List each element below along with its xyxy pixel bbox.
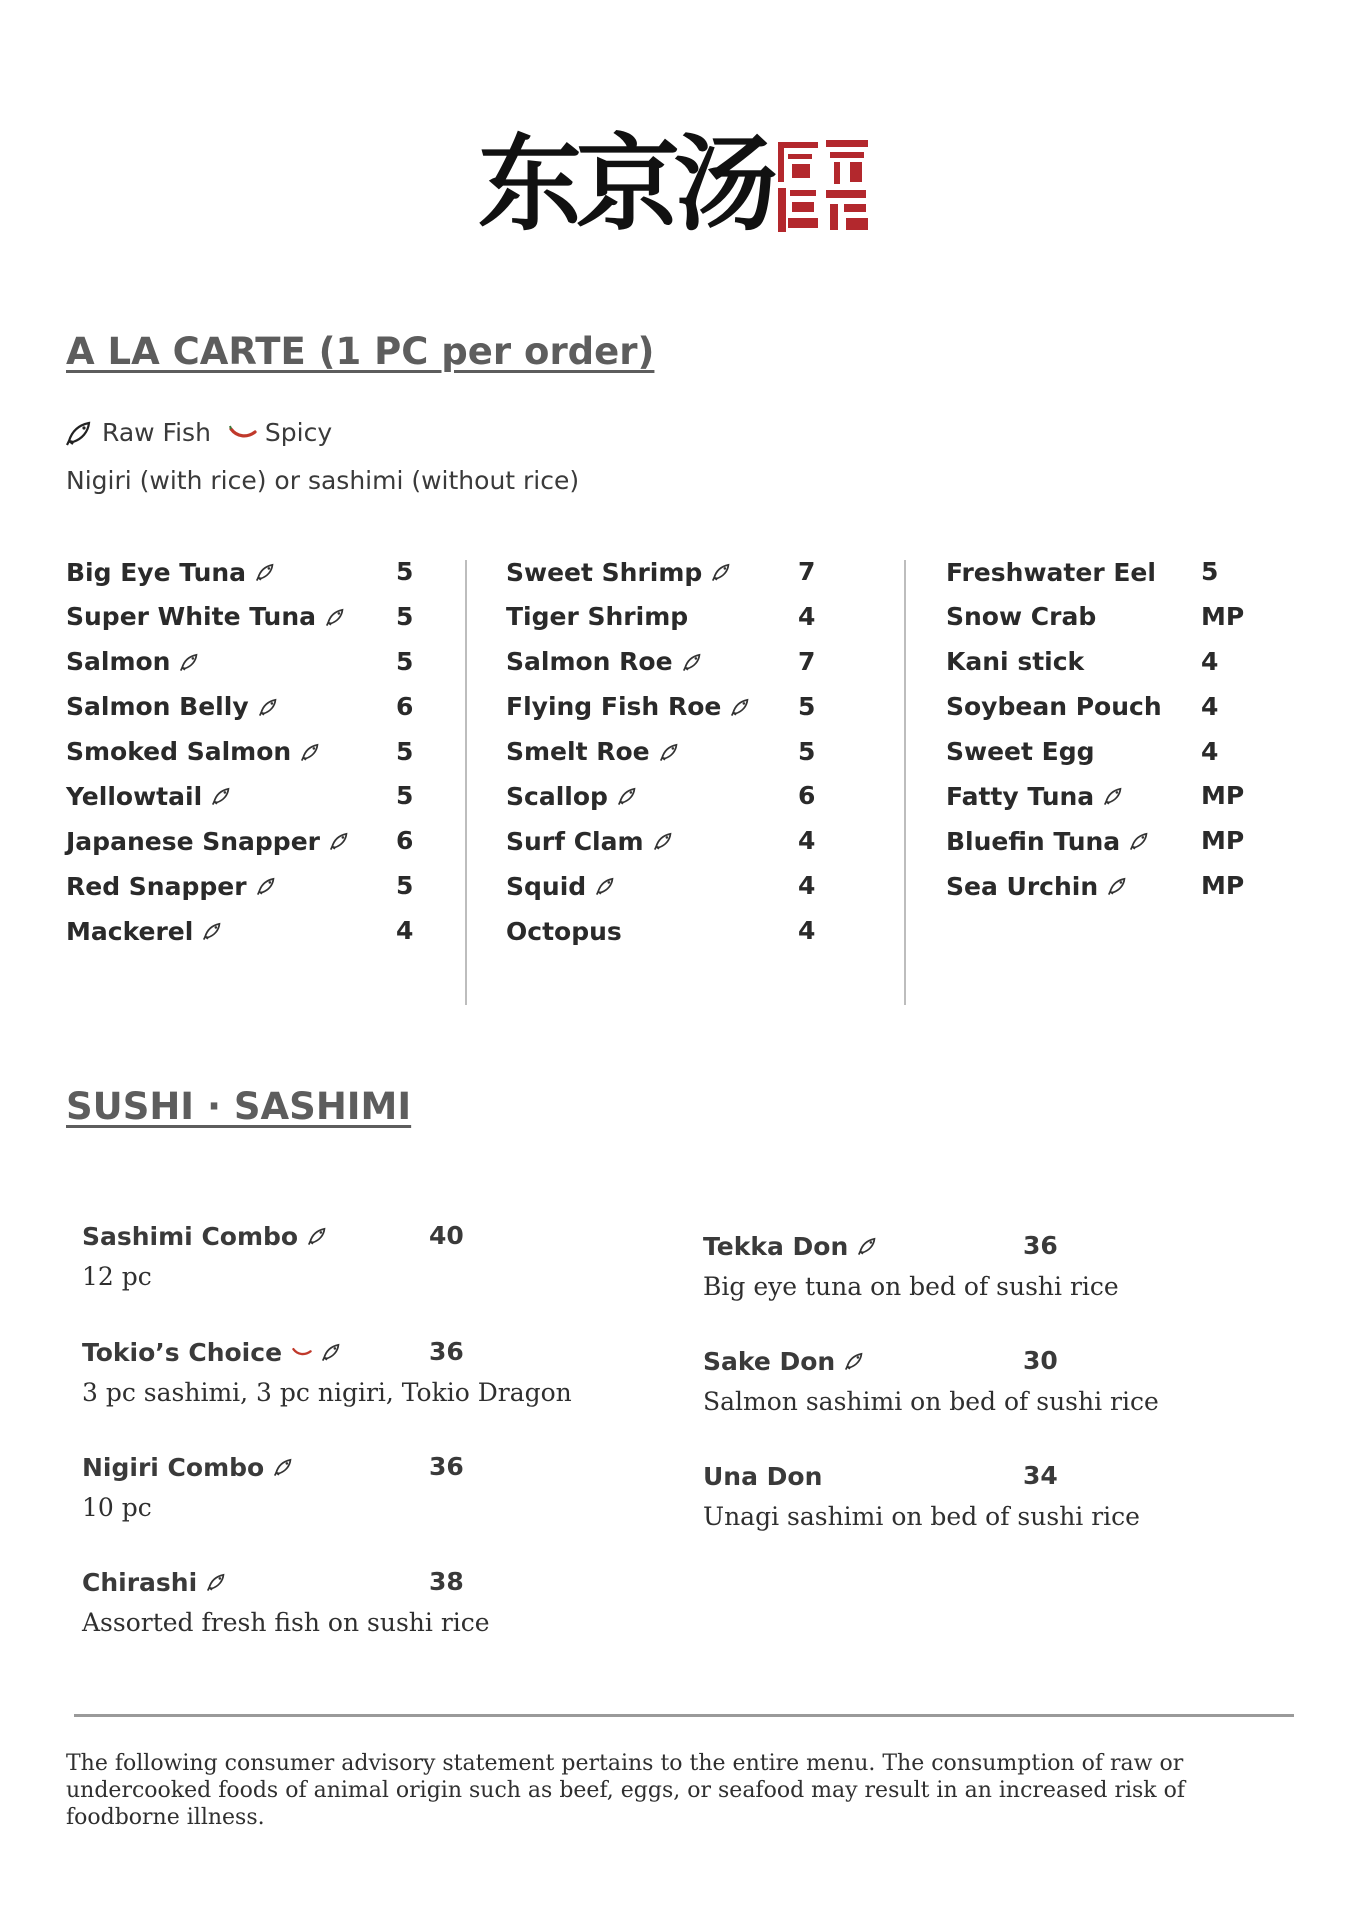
sushi-sashimi-title: SUSHI · SASHIMI xyxy=(66,1085,412,1128)
menu-item-label: Big Eye Tuna xyxy=(66,557,247,587)
menu-item-price: 5 xyxy=(396,557,414,586)
menu-item-name xyxy=(946,692,1162,722)
menu-item-price: MP xyxy=(1201,871,1245,901)
chili-pepper-icon xyxy=(229,425,257,441)
menu-column-1 xyxy=(66,557,416,961)
menu-item xyxy=(506,602,826,647)
menu-item-name xyxy=(506,692,751,722)
combo-item-header xyxy=(703,1230,1119,1262)
fish-icon xyxy=(683,652,703,672)
menu-item-name xyxy=(946,871,1128,901)
combo-item xyxy=(82,1566,490,1637)
menu-item-price: 5 xyxy=(798,736,816,766)
menu-item-label: Yellowtail xyxy=(66,781,203,811)
combo-item xyxy=(82,1220,464,1291)
combo-item xyxy=(703,1230,1119,1301)
menu-item-name xyxy=(506,602,688,632)
menu-item-price: 6 xyxy=(798,781,816,811)
menu-item xyxy=(946,647,1266,692)
menu-item-price: MP xyxy=(1201,826,1245,856)
menu-item xyxy=(946,557,1266,602)
column-divider xyxy=(904,560,906,1005)
menu-item-label: Squid xyxy=(506,871,587,901)
combo-item-description: 12 pc xyxy=(82,1262,152,1291)
combo-item-price: 40 xyxy=(429,1221,464,1250)
menu-item-label: Super White Tuna xyxy=(66,602,317,632)
menu-item-price: 5 xyxy=(396,736,414,766)
menu-item-name xyxy=(506,916,622,946)
menu-item-label: Octopus xyxy=(506,916,622,946)
menu-item xyxy=(946,737,1266,782)
menu-item-name xyxy=(946,737,1095,767)
menu-item-label: Fatty Tuna xyxy=(946,781,1095,811)
menu-item-price: 4 xyxy=(798,601,816,631)
combo-item xyxy=(703,1345,1159,1416)
menu-item-label: Scallop xyxy=(506,781,608,811)
menu-item-label: Sweet Egg xyxy=(946,737,1095,767)
fish-icon xyxy=(1130,831,1150,851)
fish-icon xyxy=(256,562,276,582)
menu-item-price: 4 xyxy=(1201,646,1219,676)
menu-column-3 xyxy=(946,557,1266,916)
fish-icon xyxy=(660,742,680,762)
combo-item-name xyxy=(703,1345,865,1377)
fish-icon xyxy=(322,1342,342,1362)
menu-item-price: 4 xyxy=(1201,691,1219,721)
menu-item-label: Snow Crab xyxy=(946,602,1097,632)
fish-icon xyxy=(1108,876,1128,896)
menu-item-price: 4 xyxy=(798,826,816,856)
combo-item-header xyxy=(82,1220,464,1252)
menu-item xyxy=(66,737,416,782)
menu-item xyxy=(506,557,826,602)
fish-icon xyxy=(257,876,277,896)
fish-icon xyxy=(180,652,200,672)
menu-item-name xyxy=(66,557,276,587)
menu-item xyxy=(946,692,1266,737)
chili-pepper-icon xyxy=(292,1346,312,1358)
fish-icon xyxy=(207,1572,227,1592)
combo-item-description: Assorted fresh fish on sushi rice xyxy=(82,1608,490,1637)
fish-icon xyxy=(203,921,223,941)
fish-icon xyxy=(712,562,732,582)
menu-item-price: 5 xyxy=(396,871,414,901)
menu-item-label: Flying Fish Roe xyxy=(506,692,722,722)
fish-icon xyxy=(596,876,616,896)
menu-item xyxy=(946,781,1266,826)
legend-raw-fish xyxy=(66,418,211,447)
combo-item-header xyxy=(82,1451,464,1483)
menu-item-label: Salmon xyxy=(66,647,171,677)
fish-icon xyxy=(1104,786,1124,806)
restaurant-logo xyxy=(478,118,878,250)
menu-item-price: 5 xyxy=(1201,557,1219,586)
menu-item-label: Freshwater Eel xyxy=(946,557,1156,587)
menu-item xyxy=(946,871,1266,916)
combo-item-name xyxy=(82,1220,328,1252)
menu-item-name xyxy=(506,737,680,767)
combo-item-price: 30 xyxy=(1023,1346,1058,1375)
menu-item-label: Red Snapper xyxy=(66,871,247,901)
menu-item-price: 6 xyxy=(396,691,414,721)
combo-item-description: Unagi sashimi on bed of sushi rice xyxy=(703,1502,1140,1531)
menu-item xyxy=(66,781,416,826)
combo-item-label: Nigiri Combo xyxy=(82,1452,265,1482)
menu-item-price: 5 xyxy=(396,781,414,811)
menu-item-price: 4 xyxy=(396,916,414,946)
combo-item-name xyxy=(82,1566,227,1598)
combo-item-header xyxy=(703,1345,1159,1377)
menu-item-name xyxy=(946,602,1096,632)
combo-item-description: Big eye tuna on bed of sushi rice xyxy=(703,1272,1119,1301)
fish-icon xyxy=(845,1351,865,1371)
a-la-carte-subtitle: Nigiri (with rice) or sashimi (without rice) xyxy=(66,466,580,495)
icon-legend xyxy=(66,418,350,447)
menu-item xyxy=(66,602,416,647)
legend-raw-fish-label: Raw Fish xyxy=(102,418,211,447)
menu-item-name xyxy=(66,781,232,811)
legend-spicy xyxy=(229,418,332,447)
combo-item-name xyxy=(703,1460,822,1492)
menu-item-price: MP xyxy=(1201,781,1245,811)
fish-icon xyxy=(731,697,751,717)
menu-item-name xyxy=(66,647,200,677)
menu-item-name xyxy=(66,826,350,856)
menu-item-price: 7 xyxy=(798,646,816,676)
menu-item xyxy=(66,692,416,737)
menu-item-label: Bluefin Tuna xyxy=(946,826,1121,856)
menu-item-name xyxy=(66,916,223,946)
menu-item-price: 5 xyxy=(396,601,414,631)
legend-spicy-label: Spicy xyxy=(264,418,333,447)
menu-item-name xyxy=(946,781,1124,811)
combo-item-price: 38 xyxy=(429,1567,464,1596)
combo-item xyxy=(82,1451,464,1522)
menu-item xyxy=(66,647,416,692)
menu-item xyxy=(66,826,416,871)
combo-item-price: 34 xyxy=(1023,1461,1058,1490)
fish-icon xyxy=(308,1226,328,1246)
menu-item-name xyxy=(66,602,346,632)
fish-icon xyxy=(326,607,346,627)
combo-item xyxy=(703,1460,1140,1531)
menu-item xyxy=(506,781,826,826)
combo-item xyxy=(82,1336,572,1407)
menu-item-price: 5 xyxy=(396,646,414,676)
menu-item-price: 4 xyxy=(798,916,816,946)
menu-item-label: Tiger Shrimp xyxy=(506,602,689,632)
combo-item-header xyxy=(82,1566,490,1598)
combo-item-label: Sake Don xyxy=(703,1346,836,1376)
combo-item-name xyxy=(82,1451,294,1483)
footer-divider xyxy=(74,1714,1294,1717)
menu-item xyxy=(506,916,826,961)
menu-item-label: Salmon Belly xyxy=(66,692,249,722)
menu-item xyxy=(66,916,416,961)
combo-item-label: Tokio’s Choice xyxy=(82,1337,283,1367)
combo-item-label: Chirashi xyxy=(82,1567,198,1597)
menu-item-price: MP xyxy=(1201,601,1245,631)
menu-item-price: 6 xyxy=(396,826,414,856)
combo-item-price: 36 xyxy=(1023,1231,1058,1260)
menu-item xyxy=(506,826,826,871)
menu-item-name xyxy=(946,557,1156,587)
fish-icon xyxy=(654,831,674,851)
menu-item-name xyxy=(66,871,277,901)
menu-item xyxy=(506,692,826,737)
fish-icon xyxy=(330,831,350,851)
menu-item-name xyxy=(506,557,732,587)
combo-item-header xyxy=(703,1460,1140,1492)
menu-item-price: 7 xyxy=(798,557,816,586)
menu-item xyxy=(66,871,416,916)
combo-item-label: Una Don xyxy=(703,1461,823,1491)
combo-item-description: 3 pc sashimi, 3 pc nigiri, Tokio Dragon xyxy=(82,1378,572,1407)
fish-icon xyxy=(274,1457,294,1477)
menu-item-label: Smoked Salmon xyxy=(66,737,292,767)
menu-column-2 xyxy=(506,557,826,961)
menu-item xyxy=(506,737,826,782)
menu-item-name xyxy=(506,781,638,811)
logo-brand-name: 东京汤 xyxy=(478,122,773,245)
menu-item-price: 4 xyxy=(798,871,816,901)
combo-item-name xyxy=(82,1336,342,1368)
menu-item-price: 5 xyxy=(798,691,816,721)
combo-item-price: 36 xyxy=(429,1452,464,1481)
menu-item-label: Sea Urchin xyxy=(946,871,1099,901)
combo-item-header xyxy=(82,1336,572,1368)
menu-item-label: Soybean Pouch xyxy=(946,692,1162,722)
menu-item-name xyxy=(506,647,703,677)
menu-item-label: Salmon Roe xyxy=(506,647,673,677)
combo-item-price: 36 xyxy=(429,1337,464,1366)
fish-icon xyxy=(259,697,279,717)
combo-item-description: 10 pc xyxy=(82,1493,152,1522)
combo-item-label: Tekka Don xyxy=(703,1231,849,1261)
fish-icon xyxy=(66,420,94,446)
menu-item-label: Kani stick xyxy=(946,647,1085,677)
fish-icon xyxy=(301,742,321,762)
menu-item xyxy=(946,602,1266,647)
menu-item-label: Mackerel xyxy=(66,916,194,946)
combo-item-description: Salmon sashimi on bed of sushi rice xyxy=(703,1387,1159,1416)
fish-icon xyxy=(618,786,638,806)
menu-item xyxy=(506,647,826,692)
menu-item-label: Japanese Snapper xyxy=(66,826,320,856)
fish-icon xyxy=(858,1236,878,1256)
combo-item-label: Sashimi Combo xyxy=(82,1221,299,1251)
column-divider xyxy=(465,560,467,1005)
menu-item-name xyxy=(66,692,279,722)
menu-item xyxy=(66,557,416,602)
combo-item-name xyxy=(703,1230,878,1262)
red-seal-stamp-icon xyxy=(774,136,874,236)
menu-item-name xyxy=(506,871,616,901)
fish-icon xyxy=(212,786,232,806)
menu-item-label: Smelt Roe xyxy=(506,737,650,767)
menu-item xyxy=(946,826,1266,871)
menu-item-name xyxy=(946,826,1150,856)
menu-item-label: Sweet Shrimp xyxy=(506,557,703,587)
menu-item-price: 4 xyxy=(1201,736,1219,766)
menu-item xyxy=(506,871,826,916)
a-la-carte-title: A LA CARTE (1 PC per order) xyxy=(66,330,655,373)
consumer-advisory: The following consumer advisory statement pertains to the entire menu. The consumption of raw or undercooked foods of animal origin such as beef, eggs, or seafood may result in an increased risk of foodborne illness. xyxy=(66,1751,1186,1830)
menu-item-name xyxy=(946,647,1084,677)
menu-item-name xyxy=(506,826,674,856)
menu-item-label: Surf Clam xyxy=(506,826,644,856)
menu-item-name xyxy=(66,737,321,767)
